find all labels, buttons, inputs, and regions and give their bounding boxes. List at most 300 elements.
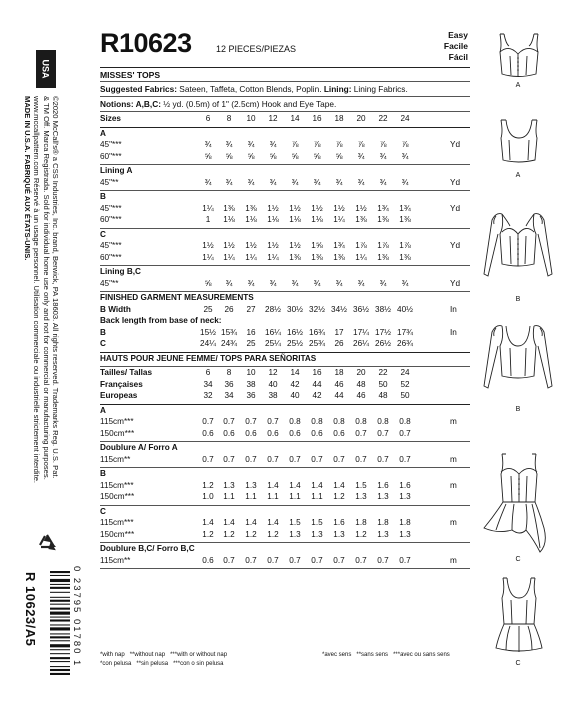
cell-value: 1.8 [355,518,367,527]
cell-value: 6 [205,368,211,377]
cell-value: 1.3 [377,529,389,539]
cell-value: ⅝ [335,151,343,161]
cell-value: ¾ [269,177,277,187]
footnote: ***con o sin pelusa [173,661,224,667]
row-label: Doublure B,C/ Forro B,C [100,544,195,553]
cell-value: 0.7 [202,417,214,426]
section-label [100,443,470,455]
view-label: B [515,406,521,413]
garment-illustrations [478,26,558,676]
cell-value: 1⅛ [289,215,301,224]
cell-value: 0.7 [399,428,411,438]
view-b-scoop-illustration [478,320,558,406]
section-label [100,166,470,178]
cell-value: 34 [203,379,213,389]
row-label: 150cm*** [100,492,135,501]
cell-value: 1.4 [245,518,257,527]
row-label: Lining B,C [100,267,141,276]
cell-value: 44 [312,379,322,389]
cell-value: 1.8 [377,518,389,527]
cell-value: 24¼ [200,339,216,348]
legal-line: MADE IN U.S.A. FABRIQUÉ AUX ÉTATS-UNIS. [22,96,32,261]
table-row [100,140,470,152]
unit-label: m [450,518,457,527]
cell-value: 48 [378,391,388,400]
cell-value: 0.7 [333,454,345,464]
cell-value: 1⅞ [399,241,411,250]
view-c-peplum-scoop-illustration [478,572,558,670]
cell-value: ⅝ [313,151,321,161]
cell-value: 0.7 [267,454,279,464]
cell-value: 1⅜ [399,215,411,224]
cell-value: 1⅛ [267,215,279,224]
cell-value: 1⅜ [223,203,235,213]
table-row [100,481,470,493]
view-a-front-illustration [478,30,558,90]
footnote: **without nap [129,652,166,658]
unit-label: Yd [450,278,461,288]
cell-value: 1.5 [355,480,367,490]
divider [100,67,470,68]
cell-value: 22 [378,114,388,123]
cell-value: ⅞ [335,140,343,149]
cell-value: 1¼ [202,252,214,262]
cell-value: 1¾ [399,203,411,213]
cell-value: 44 [334,391,344,400]
cell-value: 36 [246,391,256,400]
cell-value: ¾ [269,140,277,149]
cell-value: ¾ [335,278,343,288]
piece-count: 12 PIECES/PIEZAS [216,44,297,54]
row-label: 115cm** [100,454,131,464]
divider [100,568,470,569]
divider [100,352,470,353]
cell-value: 1.2 [245,529,257,539]
row-label: C [100,339,106,348]
cell-value: 1¾ [333,241,345,250]
cell-value: 1⅞ [377,241,389,250]
row-label: B Width [100,304,131,314]
size-row [100,391,470,403]
divider [100,467,470,468]
suggested-fabrics [100,84,408,94]
cell-value: 1⅜ [377,252,389,262]
cell-value: 40½ [397,304,413,314]
cell-value: 1.0 [202,492,214,501]
cell-value: 1⅛ [311,215,323,224]
row-label: B [100,327,106,337]
cell-value: 0.8 [333,417,345,426]
row-label: B [100,192,106,201]
cell-value: 10 [246,368,256,377]
cell-value: 18 [334,368,344,377]
cell-value: 34 [224,391,234,400]
cell-value: 34½ [331,304,347,314]
barcode-bar [50,649,70,650]
row-label: B [100,469,106,478]
cell-value: 1½ [267,241,279,250]
cell-value: 1.2 [202,480,214,490]
view-c-peplum-sweetheart-illustration [478,448,558,558]
cell-value: 1.1 [245,492,257,501]
cell-value: 0.7 [377,454,389,464]
cell-value: 32½ [309,304,325,314]
section-label [100,544,470,556]
legal-text [22,96,60,483]
cell-value: 1.4 [223,518,235,527]
cell-value: 42 [290,379,300,389]
row-label: 115cm*** [100,417,134,426]
row-label: A [100,128,106,138]
size-row [100,380,470,392]
cell-value: 0.7 [377,555,389,565]
cell-value: 1.2 [267,529,279,539]
row-label: 45"*** [100,203,122,213]
cell-value: ¾ [247,278,255,288]
row-label: Tailles/ Tallas [100,368,153,377]
cell-value: 25¼ [265,339,281,348]
unit-label: Yd [450,203,461,213]
cell-value: ¾ [401,278,409,288]
cell-value: 0.6 [333,428,345,438]
barcode-bar [50,669,70,671]
cell-value: 1.5 [289,518,301,527]
cell-value: 1⅜ [311,252,323,262]
cell-value: 17½ [375,327,391,337]
cell-value: ¾ [269,278,277,288]
cell-value: 16 [312,368,322,377]
barcode-bar [50,587,70,589]
footnote: ***with or without nap [170,652,228,658]
divider [100,190,470,191]
cell-value: 27 [246,304,256,314]
cell-value: 50 [400,391,410,400]
cell-value: 18 [334,114,344,123]
cell-value: 1¾ [377,203,389,213]
cell-value: ¾ [225,278,233,288]
cell-value: 0.7 [311,555,323,565]
table-row [100,215,470,227]
difficulty-level [412,30,468,63]
cell-value: 15¾ [221,327,237,337]
footnote: *avec sens [322,652,352,658]
cell-value: 15½ [200,327,216,337]
cell-value: ¾ [401,151,409,161]
section-title-international [100,354,470,366]
table-row [100,530,470,542]
cell-value: 26 [224,304,234,314]
table-row [100,204,470,216]
cell-value: 1½ [333,203,345,213]
section-label [100,469,470,481]
row-label: Françaises [100,379,143,389]
sizes-row [100,114,470,126]
divider [100,542,470,543]
cell-value: 1.3 [333,529,345,539]
cell-value: 1.2 [223,529,235,539]
cell-value: ¾ [357,151,365,161]
cell-value: 46 [334,379,344,389]
footnotes-en [100,652,227,658]
cell-value: 1.4 [202,518,214,527]
cell-value: 0.7 [289,454,301,464]
row-label: C [100,506,106,516]
cell-value: ¾ [379,177,387,187]
cell-value: ⅞ [401,140,409,149]
cell-value: 22 [378,368,388,377]
cell-value: 0.8 [377,417,389,426]
cell-value: 0.7 [267,417,279,426]
cell-value: 0.7 [355,428,367,438]
table-row [100,178,470,190]
cell-value: 1.4 [289,480,301,490]
lining-text: Lining Fabrics. [351,84,408,94]
divider [100,81,470,82]
cell-value: 1.3 [289,529,301,539]
section-label [100,507,470,519]
section-title-english: MISSES' TOPS [100,70,161,80]
cell-value: ⅝ [204,151,212,161]
cell-value: 1¼ [333,215,345,224]
cell-value: 1⅛ [245,215,257,224]
barcode-bar [50,604,70,605]
cell-value: 1.4 [333,480,345,490]
barcode-bar [50,673,70,675]
cell-value: 0.7 [355,555,367,565]
cell-value: 1.6 [333,518,345,527]
table-row [100,339,470,351]
cell-value: 0.6 [223,428,235,438]
barcode-bar [50,571,70,573]
unit-label: Yd [450,241,461,250]
barcode-bar [50,653,70,654]
row-label: 60"*** [100,252,122,262]
cell-value: 38 [268,391,278,400]
cell-value: 25 [246,339,256,348]
cell-value: 32 [203,391,213,400]
cell-value: 25 [203,304,213,314]
row-label: 150cm*** [100,428,135,438]
view-label: A [515,172,521,179]
cell-value: 0.7 [223,555,235,565]
cell-value: 24¾ [221,339,237,348]
cell-value: ¾ [291,177,299,187]
cell-value: 1.1 [311,492,323,501]
cell-value: ¾ [204,177,212,187]
cell-value: 26½ [375,339,391,348]
cell-value: ¾ [225,140,233,149]
cell-value: 0.6 [267,428,279,438]
cell-value: 1⅜ [245,203,257,213]
cell-value: 42 [312,391,322,400]
cell-value: 0.7 [267,555,279,565]
divider [100,127,470,128]
fabrics-label: Suggested Fabrics: [100,84,177,94]
cell-value: 1⅜ [289,252,301,262]
finished-title [100,293,470,305]
level-fr: Facile [443,41,468,51]
level-es: Fácil [448,52,468,62]
back-length-title [100,316,470,328]
cell-value: 1.2 [333,492,345,501]
cell-value: 52 [400,379,410,389]
divider [100,291,470,292]
section-label [100,406,470,418]
cell-value: 1 [205,215,211,224]
barcode-bar [50,661,70,662]
cell-value: ¾ [225,177,233,187]
cell-value: 0.6 [245,428,257,438]
cell-value: 10 [246,114,256,123]
cell-value: 16¾ [309,327,325,337]
cell-value: 17¾ [397,327,413,337]
cell-value: 0.6 [202,555,214,565]
cell-value: 1.4 [267,480,279,490]
size-row [100,368,470,380]
cell-value: 0.6 [311,428,323,438]
row-label: 150cm*** [100,529,135,539]
row-label: 60"*** [100,151,122,161]
cell-value: 36 [224,379,234,389]
section-label [100,192,470,204]
row-label: 60"*** [100,215,122,224]
barcode-icon [50,569,70,709]
row-label: A [100,405,106,415]
cell-value: 1.4 [267,518,279,527]
cell-value: 0.7 [333,555,345,565]
cell-value: 1.3 [399,492,411,501]
cell-value: 36½ [353,304,369,314]
cell-value: 0.6 [289,428,301,438]
cell-value: 1.3 [399,529,411,539]
cell-value: 24 [400,368,410,377]
cell-value: 1¼ [202,203,214,213]
b-width-row [100,305,470,317]
cell-value: ¾ [357,177,365,187]
recycle-icon [34,532,60,558]
cell-value: 17 [334,327,344,337]
legal-line: www.mccallpattern.com Réservé à un usage personnel. Utilisation commerciale ou industrielle strictement interdite. [32,96,42,484]
cell-value: 0.7 [245,555,257,565]
cell-value: 46 [356,391,366,400]
row-label: Doublure A/ Forro A [100,443,178,452]
cell-value: 12 [268,368,278,377]
cell-value: 0.7 [245,454,257,464]
cell-value: 25¾ [309,339,325,348]
barcode-bar [50,608,70,610]
barcode-bar [50,624,70,625]
barcode-bar [50,640,70,641]
cell-value: 1.1 [267,492,279,501]
cell-value: 17¼ [353,327,369,337]
cell-value: 1⅞ [355,241,367,250]
section-label [100,129,470,141]
barcode-bar [50,612,70,615]
cell-value: ⅞ [379,140,387,149]
cell-value: ¾ [357,278,365,288]
cell-value: 0.7 [223,454,235,464]
table-row [100,556,470,568]
row-label: Back length from base of neck: [100,316,222,325]
cell-value: 48 [356,379,366,389]
cell-value: 16½ [287,327,303,337]
view-label: A [515,82,521,89]
row-label: 45"** [100,177,119,187]
row-label: 115cm** [100,555,131,565]
cell-value: 1⅝ [311,241,323,250]
cell-value: 0.7 [223,417,235,426]
view-label: C [515,556,521,563]
cell-value: 0.7 [399,555,411,565]
unit-label: In [450,327,457,337]
barcode-bar [50,617,70,618]
divider [100,265,470,266]
row-label: 45"** [100,278,119,288]
row-label: 45"*** [100,241,122,250]
cell-value: 1.2 [355,529,367,539]
row-label: FINISHED GARMENT MEASUREMENTS [100,293,254,302]
cell-value: 1⅛ [223,215,235,224]
unit-label: m [450,417,457,426]
lining-label: Lining: [323,84,352,94]
cell-value: ⅝ [225,151,233,161]
cell-value: 0.8 [355,417,367,426]
cell-value: 14 [290,368,300,377]
cell-value: ¾ [335,177,343,187]
cell-value: 50 [378,379,388,389]
cell-value: 20 [356,114,366,123]
cell-value: 24 [400,114,410,123]
level-en: Easy [448,30,468,40]
cell-value: 1.6 [399,480,411,490]
pattern-code: R 10623/A5 [23,572,38,647]
cell-value: 0.7 [311,454,323,464]
table-row [100,417,470,429]
unit-label: m [450,454,457,464]
cell-value: 30½ [287,304,303,314]
unit-label: Yd [450,140,461,149]
cell-value: 0.8 [399,417,411,426]
row-label: Europeas [100,391,138,400]
cell-value: 1¼ [267,252,279,262]
cell-value: 26 [334,339,344,348]
cell-value: 0.8 [311,417,323,426]
cell-value: 0.7 [377,428,389,438]
cell-value: 1¼ [245,252,257,262]
unit-label: m [450,555,457,565]
cell-value: 1.3 [245,480,257,490]
footnote: *with nap [100,652,125,658]
cell-value: 1½ [311,203,323,213]
cell-value: 1⅜ [377,215,389,224]
cell-value: 0.7 [245,417,257,426]
footnotes-fr [322,652,450,658]
table-row [100,279,470,291]
usa-badge [36,50,56,88]
table-row [100,253,470,265]
cell-value: 0.7 [399,454,411,464]
table-row [100,152,470,164]
barcode-bar [50,619,70,621]
cell-value: 1⅜ [399,252,411,262]
cell-value: ¾ [401,177,409,187]
cell-value: 0.6 [202,428,214,438]
divider [100,164,470,165]
barcode-bar [50,579,70,582]
cell-value: ¾ [313,177,321,187]
unit-label: In [450,304,457,314]
legal-line: ©2020 McCall's® a CSS Industries, Inc. brand, Berwick, PA 18603. All rights reserved. Trademarks Reg. U.S. Pat. [51,96,60,479]
